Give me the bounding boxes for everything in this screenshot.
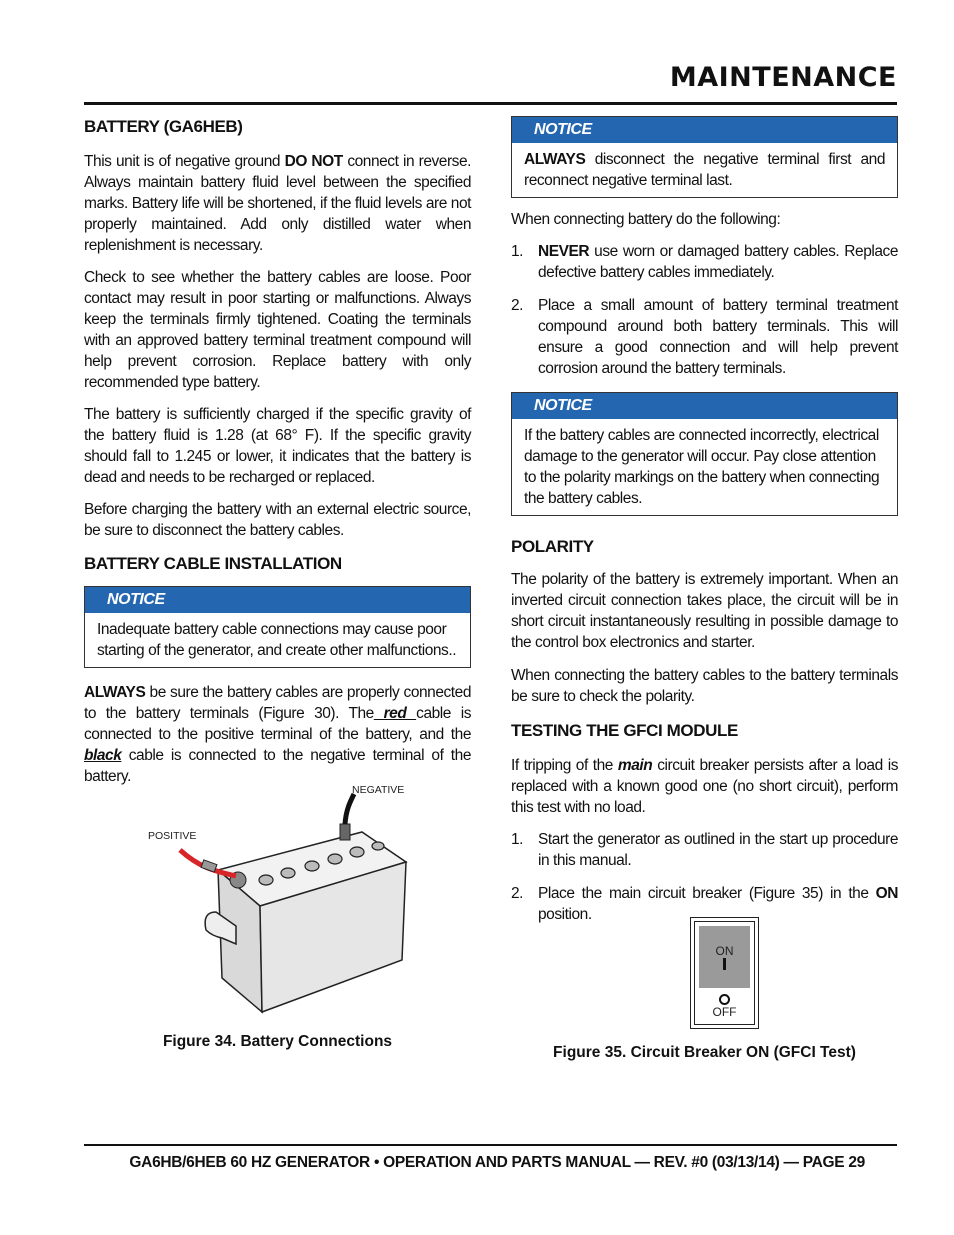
figure-34-caption: Figure 34. Battery Connections: [162, 1033, 393, 1050]
right-column: [511, 116, 898, 925]
header-rule: [84, 102, 897, 105]
notice-box-cable: [84, 586, 471, 668]
battery-illustration: [140, 780, 430, 1025]
notice-label: NOTICE: [512, 117, 897, 143]
notice-text: ALWAYS disconnect the negative terminal first and reconnect negative terminal last.: [524, 151, 885, 189]
breaker-rocker-on: [699, 926, 750, 988]
gfci-heading: TESTING THE GFCI MODULE: [511, 721, 738, 740]
cable-heading: BATTERY CABLE INSTALLATION: [84, 554, 342, 573]
connect-steps: [511, 241, 898, 379]
notice-box-polarity: [511, 392, 898, 516]
page-title: MAINTENANCE: [669, 62, 897, 93]
notice-text: Inadequate battery cable connections may cause poor starting of the generator, and create other malfunctions..: [97, 621, 457, 659]
breaker-housing: [694, 921, 755, 1025]
off-mark-icon: [719, 994, 730, 1005]
figure-34: [140, 780, 430, 1025]
footer-rule: [84, 1144, 897, 1146]
negative-label: NEGATIVE: [352, 784, 405, 796]
figure-35-caption: Figure 35. Circuit Breaker ON (GFCI Test): [553, 1044, 856, 1061]
polarity-paragraph-2: When connecting the battery cables to the battery terminals be sure to check the polarity.: [511, 667, 898, 705]
polarity-paragraph-1: The polarity of the battery is extremely important. When an inverted circuit connection takes place, the circuit will be in short circuit instantaneously resulting in possible damage to the control box electronics and starter.: [511, 571, 898, 651]
circuit-breaker-figure: [690, 917, 759, 1029]
list-item: 1. Start the generator as outlined in the start up procedure in this manual.: [511, 831, 898, 869]
cable-paragraph: ALWAYS be sure the battery cables are properly connected to the battery terminals (Figure 30). The red cable is connected to the positive terminal of the battery, and the black cable is connected to the negative terminal of the battery.: [84, 684, 472, 785]
positive-label: POSITIVE: [148, 830, 197, 842]
battery-paragraph-3: The battery is sufficiently charged if the specific gravity of the battery fluid is 1.28 (at 68° F). If the specific gravity should fall to 1.245 or lower, it indicates that the battery is dead and needs to be recharged or replaced.: [84, 406, 471, 486]
gfci-steps: [511, 829, 898, 925]
page-footer: GA6HB/6HEB 60 HZ GENERATOR • OPERATION AND PARTS MANUAL — REV. #0 (03/13/14) — PAGE 29: [129, 1154, 865, 1171]
notice-text: If the battery cables are connected incorrectly, electrical damage to the generator will occur. Pay close attention to the polarity markings on the battery when connecting the battery cables.: [524, 427, 880, 507]
gfci-paragraph: If tripping of the main circuit breaker persists after a load is replaced with a known good one (no short circuit), perform this test with no load.: [511, 757, 898, 816]
battery-heading: BATTERY (GA6HEB): [84, 117, 243, 136]
notice-box-disconnect: [511, 116, 898, 198]
list-item: 2. Place a small amount of battery terminal treatment compound around both battery terminals. This will ensure a good connection and will help prevent corrosion around the battery terminals.: [511, 297, 898, 377]
notice-label: NOTICE: [512, 393, 897, 419]
notice-label: NOTICE: [85, 587, 470, 613]
connect-intro: When connecting battery do the following:: [511, 211, 781, 228]
on-label: ON: [715, 944, 734, 958]
battery-paragraph-2: Check to see whether the battery cables are loose. Poor contact may result in poor starting or malfunctions. Always keep the terminals firmly tightened. Coating the terminals with an approved battery terminal treatment compound will help prevent corrosion. Replace battery with only recommended type battery.: [84, 269, 471, 391]
polarity-heading: POLARITY: [511, 537, 594, 556]
battery-paragraph-4: Before charging the battery with an external electric source, be sure to disconnect the battery cables.: [84, 501, 471, 539]
off-label: OFF: [712, 1005, 737, 1019]
battery-paragraph-1: This unit is of negative ground DO NOT connect in reverse. Always maintain battery fluid level between the specified marks. Battery life will be shortened, if the fluid levels are not properly maintained. Add only distilled water when replenishment is necessary.: [84, 153, 472, 254]
list-item: 1. NEVER use worn or damaged battery cables. Replace defective battery cables immediately.: [511, 243, 898, 281]
list-item: 2. Place the main circuit breaker (Figure 35) in the ON position.: [511, 885, 898, 923]
on-mark-icon: [723, 958, 726, 970]
breaker-rocker-off: [699, 988, 750, 1024]
left-column: [84, 114, 471, 787]
